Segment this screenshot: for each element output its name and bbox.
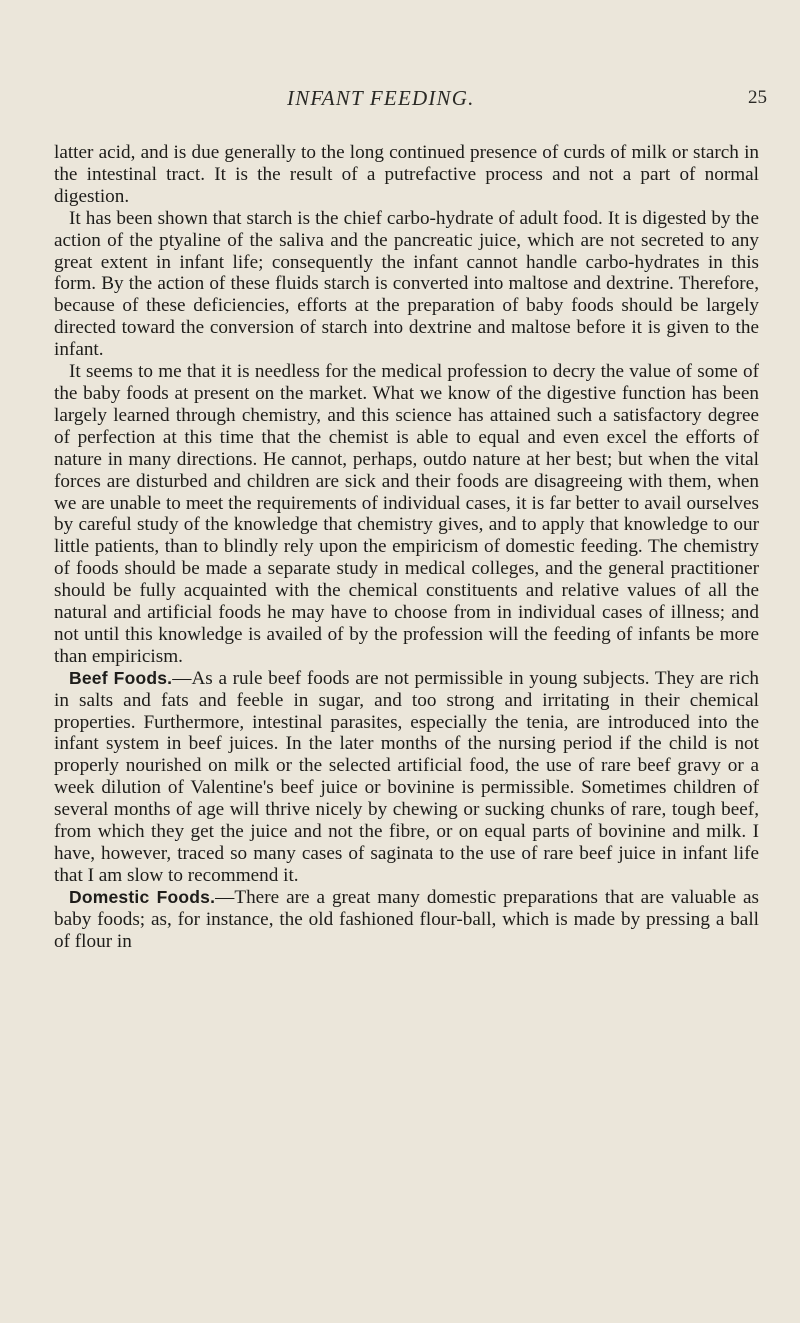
domestic-foods-heading: Domestic Foods. (69, 886, 216, 907)
paragraph-beef-foods (54, 668, 759, 887)
paragraph-starch-digestion: It has been shown that starch is the chief carbo-hydrate of adult food. It is digested by the action of the ptyaline of the saliva and the pancreatic juice, which are not secreted to any great extent in infant life; consequently the infant cannot handle carbo-hydrates in this form. By the action of these fluids starch is converted into maltose and dextrine. Therefore, because of these deficiencies, efforts at the preparation of baby foods should be largely directed toward the conversion of starch into dextrine and maltose before it is given to the infant. (54, 207, 759, 361)
beef-foods-text: —As a rule beef foods are not permissible in young subjects. They are rich in salts and fats and feeble in sugar, and too strong and irritating in their chemical properties. Furthermore, intestinal parasites, especially the tenia, are introduced into the infant system in beef juices. In the later months of the nursing period if the child is not properly nourished on milk or the selected artificial food, the use of rare beef gravy or a week dilution of Valentine's beef juice or bovinine is permissible. Sometimes children of several months of age will thrive nicely by chewing or sucking chunks of rare, tough beef, from which they get the juice and not the fibre, or on equal parts of bovinine and milk. I have, however, traced so many cases of saginata to the use of rare beef juice in infant life that I am slow to recommend it. (54, 667, 759, 886)
page-number: 25 (748, 87, 767, 108)
paragraph-continuation: latter acid, and is due generally to the long continued presence of curds of milk or starch in the intestinal tract. It is the result of a putrefactive process and not a part of normal digestion. (54, 142, 759, 207)
running-header (0, 86, 800, 114)
body-text (54, 142, 759, 953)
paragraph-chemistry: It seems to me that it is needless for the medical profession to decry the value of some of the baby foods at present on the market. What we know of the digestive function has been largely learned through chemistry, and this science has attained such a satisfactory degree of perfection at this time that the chemist is able to equal and even excel the efforts of nature in many directions. He cannot, perhaps, outdo nature at her best; but when the vital forces are disturbed and children are sick and their foods are disagreeing with them, when we are unable to meet the requirements of individual cases, it is far better to avail ourselves by careful study of the knowledge that chemistry gives, and to apply that knowledge to our little patients, than to blindly rely upon the empiricism of domestic feeding. The chemistry of foods should be made a separate study in medical colleges, and the general practitioner should be fully acquainted with the chemical constituents and relative values of all the natural and artificial foods he may have to choose from in individual cases of illness; and not until this knowledge is availed of by the profession will the feeding of infants be more than empiricism. (54, 361, 759, 667)
running-title: INFANT FEEDING. (287, 86, 475, 110)
beef-foods-heading: Beef Foods. (69, 667, 173, 688)
paragraph-domestic-foods (54, 887, 759, 953)
domestic-foods-text: —There are a great many domestic preparations that are valuable as baby foods; as, for instance, the old fashioned flour-ball, which is made by pressing a ball of flour in (54, 886, 759, 952)
